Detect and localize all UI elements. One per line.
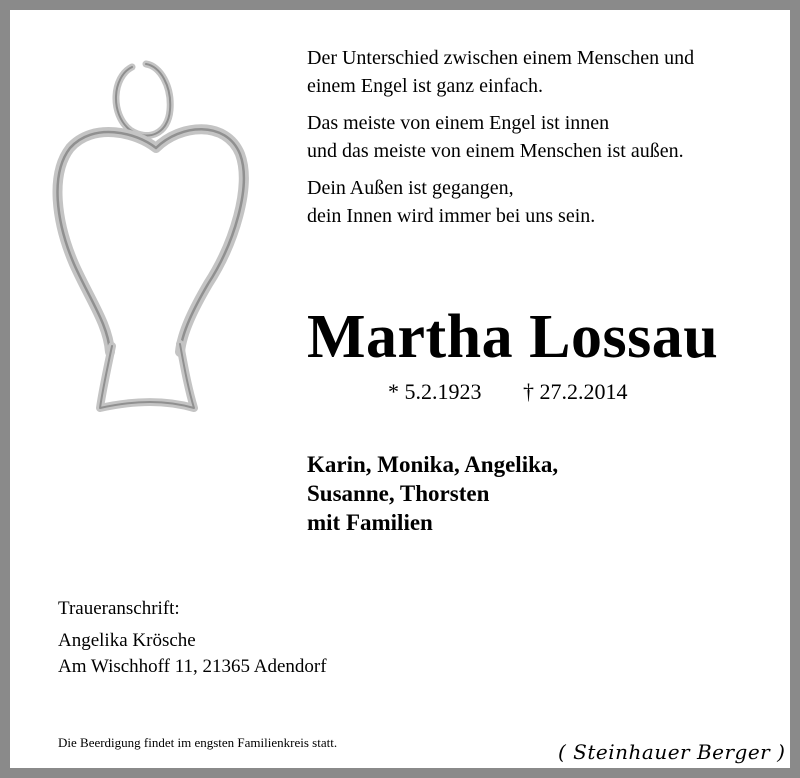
poem-line: einem Engel ist ganz einfach. <box>307 75 544 97</box>
poem-line: Der Unterschied zwischen einem Menschen und <box>307 47 695 69</box>
poem-stanza-3 <box>307 174 787 230</box>
family-line: Karin, Monika, Angelika, <box>307 452 559 477</box>
family-line: mit Familien <box>307 510 433 535</box>
poem-line: und das meiste von einem Menschen ist außen. <box>307 140 684 162</box>
mourning-address <box>58 596 327 680</box>
poem <box>307 44 787 239</box>
stonemason-signature: ( Steinhauer Berger ) <box>558 740 786 764</box>
poem-line: Dein Außen ist gegangen, <box>307 177 514 199</box>
life-dates <box>388 378 628 406</box>
death-date: † 27.2.2014 <box>523 379 628 404</box>
address-name: Angelika Krösche <box>58 630 196 651</box>
address-street: Am Wischhoff 11, 21365 Adendorf <box>58 656 327 677</box>
family-line: Susanne, Thorsten <box>307 481 490 506</box>
funeral-note: Die Beerdigung findet im engsten Familienkreis statt. <box>58 735 338 750</box>
address-label: Traueranschrift: <box>58 598 180 619</box>
poem-line: Das meiste von einem Engel ist innen <box>307 112 610 134</box>
deceased-name: Martha Lossau <box>307 303 719 371</box>
angel-heart-icon <box>48 52 258 422</box>
poem-line: dein Innen wird immer bei uns sein. <box>307 205 596 227</box>
family-names <box>307 450 558 537</box>
birth-date: * 5.2.1923 <box>388 379 482 404</box>
poem-stanza-2 <box>307 109 787 165</box>
poem-stanza-1 <box>307 44 787 100</box>
